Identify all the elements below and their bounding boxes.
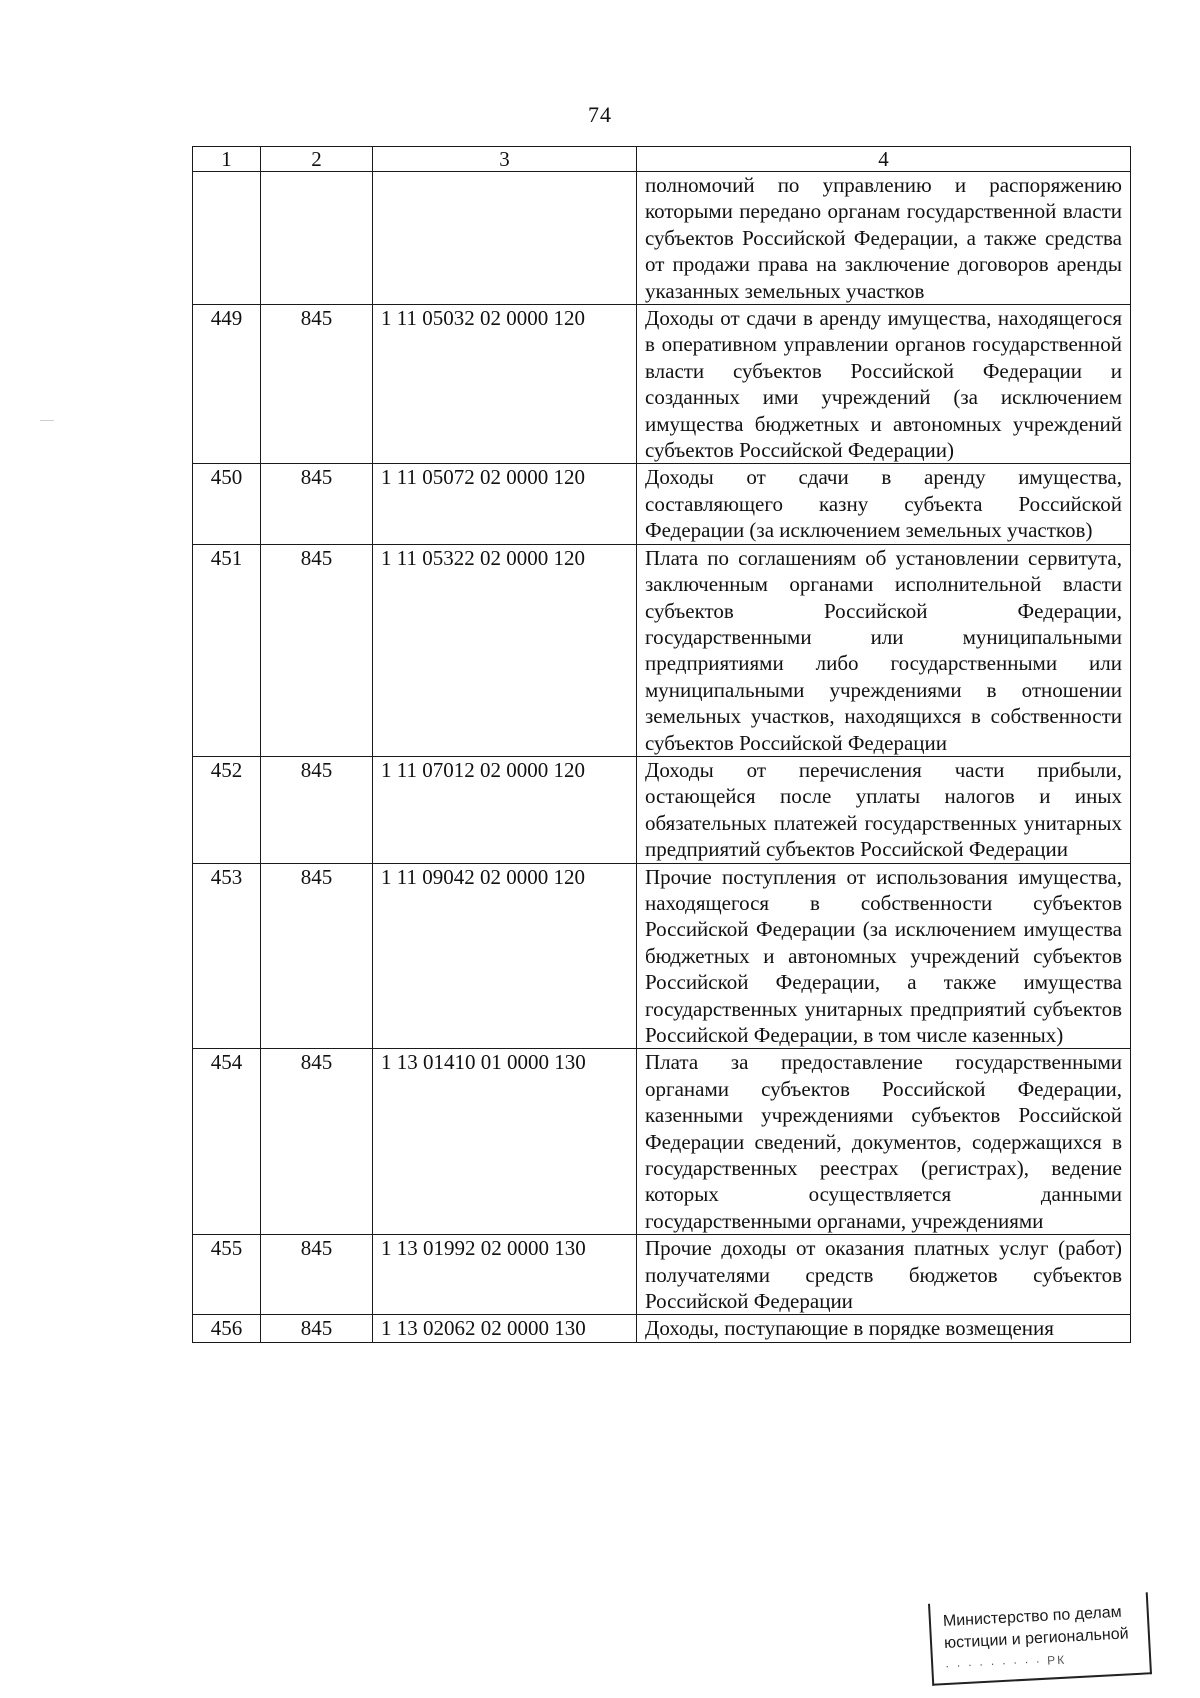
table-row [193,305,1131,464]
administrator-code-cell: 845 [261,464,373,544]
revenue-description-cell: Прочие поступления от использования имущества, находящегося в собственности субъектов Российской Федерации (за исключением имущества бюджетных и автономных учреждений субъектов Российской Федерации, а также имущества государственных унитарных предприятий субъектов Российской Федерации, в том числе казенных) [637,863,1131,1049]
header-cell-col1: 1 [193,147,261,172]
stamp-line-1: Министерство по делам [942,1603,1123,1631]
budget-classification-code-cell: 1 11 05032 02 0000 120 [373,305,637,464]
row-number-cell: 452 [193,756,261,863]
revenue-description-cell: Плата по соглашениям об установлении сервитута, заключенным органами исполнительной власти субъектов Российской Федерации, государственными или муниципальными предприятиями либо государственными или муниципальными учреждениями в отношении земельных участков, находящихся в собственности субъектов Российской Федерации [637,544,1131,756]
administrator-code-cell: 845 [261,1235,373,1315]
ministry-stamp [928,1592,1152,1685]
row-number-cell: 454 [193,1049,261,1235]
budget-classification-code-cell [373,172,637,305]
revenue-description-cell: полномочий по управлению и распоряжению которыми передано органам государственной власти субъектов Российской Федерации, а также средства от продажи права на заключение договоров аренды указанных земельных участков [637,172,1131,305]
table-row [193,1315,1131,1342]
row-number-cell: 450 [193,464,261,544]
budget-classification-code-cell: 1 11 05322 02 0000 120 [373,544,637,756]
administrator-code-cell [261,172,373,305]
budget-classification-code-cell: 1 13 01992 02 0000 130 [373,1235,637,1315]
table-row [193,1049,1131,1235]
administrator-code-cell: 845 [261,1315,373,1342]
revenue-description-cell: Доходы от перечисления части прибыли, остающейся после уплаты налогов и иных обязательных платежей государственных унитарных предприятий субъектов Российской Федерации [637,756,1131,863]
table-row [193,544,1131,756]
budget-classification-code-cell: 1 11 05072 02 0000 120 [373,464,637,544]
table-row [193,172,1131,305]
table-row [193,1235,1131,1315]
budget-classification-code-cell: 1 11 07012 02 0000 120 [373,756,637,863]
table-row [193,464,1131,544]
revenue-description-cell: Доходы от сдачи в аренду имущества, составляющего казну субъекта Российской Федерации (за исключением земельных участков) [637,464,1131,544]
administrator-code-cell: 845 [261,863,373,1049]
table-header-row [193,147,1131,172]
budget-classification-code-cell: 1 11 09042 02 0000 120 [373,863,637,1049]
header-cell-col4: 4 [637,147,1131,172]
row-number-cell: 455 [193,1235,261,1315]
header-cell-col3: 3 [373,147,637,172]
revenue-codes-table [192,146,1131,1343]
table-row [193,756,1131,863]
stamp-line-2: юстиции и региональной [943,1625,1129,1653]
revenue-description-cell: Прочие доходы от оказания платных услуг (работ) получателями средств бюджетов субъектов Российской Федерации [637,1235,1131,1315]
budget-classification-code-cell: 1 13 02062 02 0000 130 [373,1315,637,1342]
administrator-code-cell: 845 [261,544,373,756]
budget-classification-code-cell: 1 13 01410 01 0000 130 [373,1049,637,1235]
table-row [193,863,1131,1049]
administrator-code-cell: 845 [261,305,373,464]
administrator-code-cell: 845 [261,756,373,863]
revenue-description-cell: Доходы от сдачи в аренду имущества, находящегося в оперативном управлении органов государственной власти субъектов Российской Федерации и созданных ими учреждений (за исключением имущества бюджетных и автономных учреждений субъектов Российской Федерации) [637,305,1131,464]
row-number-cell: 451 [193,544,261,756]
scan-artifact [40,420,54,421]
header-cell-col2: 2 [261,147,373,172]
page-number: 74 [588,102,612,127]
stamp-line-3: · · · · · · · · · РК [944,1652,1067,1673]
row-number-cell: 453 [193,863,261,1049]
revenue-description-cell: Доходы, поступающие в порядке возмещения [637,1315,1131,1342]
revenue-description-cell: Плата за предоставление государственными органами субъектов Российской Федерации, казенными учреждениями субъектов Российской Федерации сведений, документов, содержащихся в государственных реестрах (регистрах), ведение которых осуществляется данными государственными органами, учреждениями [637,1049,1131,1235]
row-number-cell: 449 [193,305,261,464]
row-number-cell [193,172,261,305]
row-number-cell: 456 [193,1315,261,1342]
administrator-code-cell: 845 [261,1049,373,1235]
